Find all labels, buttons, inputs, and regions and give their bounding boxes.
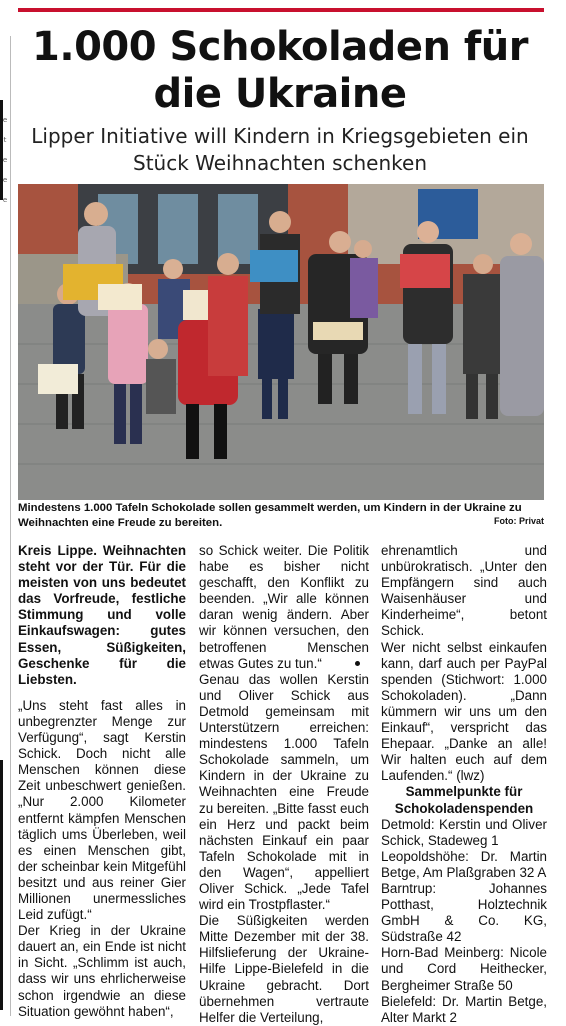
collection-point: Leopoldshöhe: Dr. Martin Betge, Am Plaßgraben 32 A — [381, 848, 547, 880]
adjacent-column-bar — [0, 760, 3, 1010]
article-column-2 — [199, 543, 369, 1026]
collection-point: Horn-Bad Meinberg: Nicole und Cord Heithecker, Bergheimer Straße 50 — [381, 945, 547, 993]
article-paragraph: Die Süßigkeiten werden Mitte Dezember mit der 38. Hilfslieferung der Ukraine-Hilfe Lippe-Bielefeld in die Ukraine gebracht. Dort übernehmen vertraute Helfer die Verteilung, — [199, 913, 369, 1025]
collection-point: Bielefeld: Dr. Martin Betge, Alter Markt 2 — [381, 993, 547, 1025]
article-paragraph: Wer nicht selbst einkaufen kann, darf auch per PayPal spenden (Stichwort: 1.000 Schokoladen). „Dann kümmern wir uns um den Einkauf“, verspricht das Ehepaar. „Danke an alle! Wir halten euch auf dem Laufenden.“ (lwz) — [381, 639, 547, 784]
article-column-3 — [381, 543, 547, 1026]
article-column-1 — [18, 543, 186, 1020]
article-paragraph: Genau das wollen Kerstin und Oliver Schick aus Detmold gemeinsam mit Unterstützern erreichen: mindestens 1.000 Tafeln Schokolade sammeln, um Kindern in der Ukraine zu Weihnachten eine Freude zu bereiten. „Bitte fasst euch ein Herz und packt beim nächsten Einkauf ein paar Tafeln Schokolade mit in den Wagen“, appelliert Oliver Schick. „Jede Tafel wird ein Trostpflaster.“ — [199, 671, 369, 913]
adjacent-column-edge: e t e e e — [0, 36, 11, 1016]
headline: 1.000 Schokoladen für die Ukraine — [32, 24, 528, 117]
ornament-dot — [355, 661, 360, 666]
article-paragraph: Der Krieg in der Ukraine dauert an, ein Ende ist nicht in Sicht. „Schlimm ist auch, dass wir uns ehrlicherweise schon irgendwie an diese Situation gewöhnt haben“, — [18, 923, 186, 1019]
article-paragraph: „Uns steht fast alles in unbegrenzter Menge zur Verfügung“, sagt Kerstin Schick. Doch nicht alle Menschen können diese Zeit unbeschwert genießen. „Nur 2.000 Kilometer entfernt kämpfen Menschen täglich ums Überleben, weil es einen Menschen gibt, der scheinbar kein Mitgefühl besitzt und aus reiner Gier Millionen unermessliches Leid zufügt.“ — [18, 697, 186, 923]
article-lead: Kreis Lippe. Weihnachten steht vor der Tür. Für die meisten von uns bedeutet das Vorfreude, festliche Stimmung und volle Einkaufswagen: gutes Essen, Süßigkeiten, Geschenke für die Liebsten. — [18, 543, 186, 687]
article-photo — [18, 184, 544, 500]
collection-point: Barntrup: Johannes Potthast, Holztechnik GmbH & Co. KG, Südstraße 42 — [381, 880, 547, 945]
children-with-chocolate-photo — [18, 184, 544, 500]
collection-point: Detmold: Kerstin und Oliver Schick, Stadeweg 1 — [381, 816, 547, 848]
article-paragraph: ehrenamtlich und unbürokratisch. „Unter den Empfängern sind auch Waisenhäuser und Kinderheime“, betont Schick. — [381, 543, 547, 639]
top-accent-rule — [18, 8, 544, 12]
collection-points-title: Sammelpunkte für Schokoladenspenden — [394, 784, 534, 816]
subheadline: Lipper Initiative will Kindern in Kriegsgebieten ein Stück Weihnachten schenken — [31, 124, 529, 175]
adjacent-column-bar — [0, 100, 3, 200]
article-paragraph: so Schick weiter. Die Politik habe es bisher nicht geschafft, den Konflikt zu beenden. „Wir alle können daran wenig ändern. Aber wir können versuchen, den betroffenen Menschen etwas Gutes zu tun.“ — [199, 543, 369, 671]
photo-credit: Foto: Privat — [493, 516, 544, 526]
photo-caption: Mindestens 1.000 Tafeln Schokolade sollen gesammelt werden, um Kindern in der Ukraine zu Weihnachten eine Freude zu bereiten. — [18, 502, 522, 529]
